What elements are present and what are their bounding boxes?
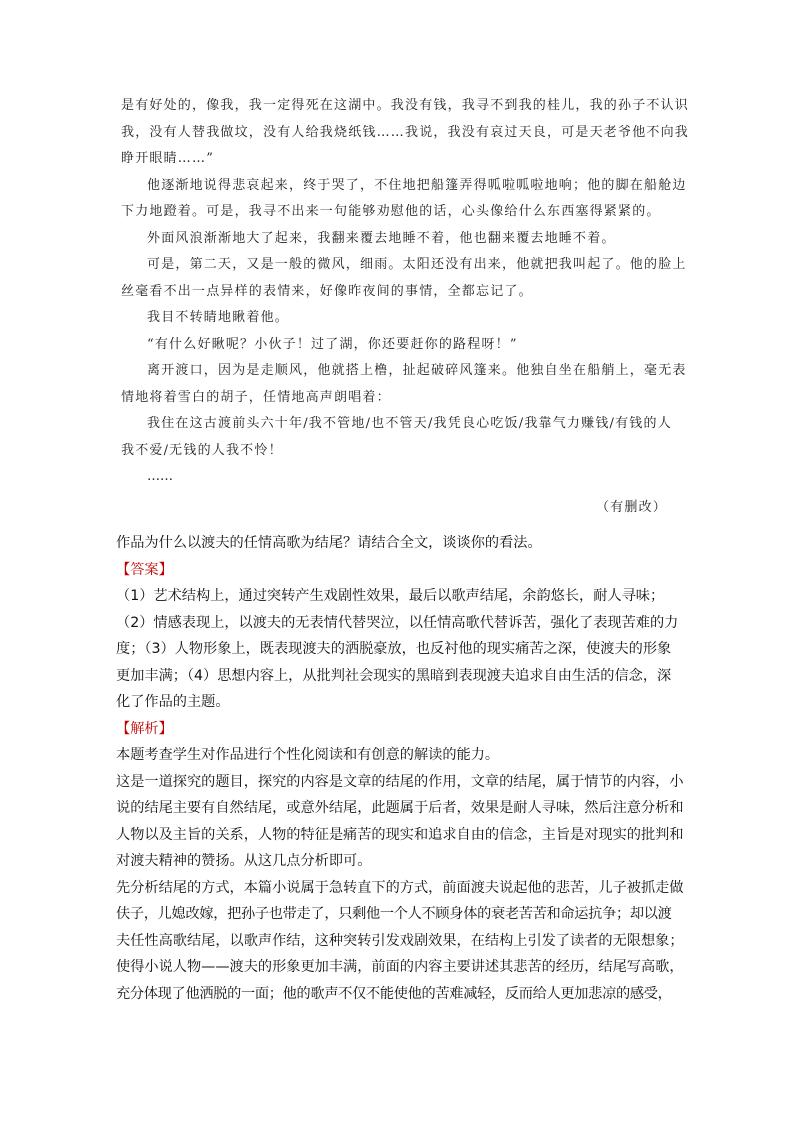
answer-line: 更加丰满；（4）思想内容上，从批判社会现实的黑暗到表现渡夫追求自由生活的信念，深 (116, 667, 672, 684)
passage-line: 可是，第二天，又是一般的微风，细雨。太阳还没有出来，他就把我叫起了。他的脸上 (147, 257, 687, 272)
answer-heading: 【答案】 (116, 561, 173, 578)
passage-ellipsis: …… (147, 469, 173, 484)
analysis-heading: 【解析】 (116, 720, 173, 737)
analysis-line: 说的结尾主要有自然结尾，或意外结尾，此题属于后者，效果是耐人寻味，然后注意分析和 (116, 800, 684, 816)
question-text: 作品为什么以渡夫的任情高歌为结尾？请结合全文，谈谈你的看法。 (116, 535, 542, 551)
passage-line: 我目不转睛地瞅着他。 (147, 310, 290, 325)
analysis-line: 本题考查学生对作品进行个性化阅读和有创意的解读的能力。 (116, 747, 500, 763)
source-note: （有删改） (595, 499, 667, 515)
analysis-line: 对渡夫精神的赞扬。从这几点分析即可。 (116, 853, 372, 869)
answer-line: 化了作品的主题。 (116, 694, 230, 710)
analysis-line: 这是一道探究的题目，探究的内容是文章的结尾的作用，文章的结尾，属于情节的内容，小 (116, 773, 684, 790)
passage-line: 丝毫看不出一点异样的表情来，好像昨夜间的事情，全都忘记了。 (121, 283, 533, 299)
analysis-line: 使得小说人物——渡夫的形象更加丰满，前面的内容主要讲述其悲苦的经历，结尾写高歌， (116, 959, 684, 975)
song-lyrics-line: 我不爱/无钱的人我不怜！ (121, 442, 283, 458)
passage-line: “有什么好瞅呢？小伙子！过了湖，你还要赶你的路程呀！” (147, 336, 518, 352)
reading-passage (121, 93, 690, 521)
analysis-line: 夫任性高歌结尾，以歌声作结，这种突转引发戏剧效果，在结构上引发了读者的无限想象； (116, 932, 684, 949)
passage-line: 下力地蹬着。可是，我寻不出来一句能够劝慰他的话，心头像给什么东西塞得紧紧的。 (121, 204, 661, 219)
song-lyrics-line: 我住在这古渡前头六十年/我不管地/也不管天/我凭良心吃饭/我靠气力赚钱/有钱的人 (147, 416, 672, 431)
passage-line: 是有好处的，像我，我一定得死在这湖中。我没有钱，我寻不到我的桂儿，我的孙子不认识 (121, 98, 690, 113)
question-section (116, 530, 688, 1007)
passage-line: 情地将着雪白的胡子，任情地高声朗唱着： (121, 389, 391, 405)
passage-line: 外面风浪渐渐地大了起来，我翻来覆去地睡不着，他也翻来覆去地睡不着。 (147, 230, 616, 246)
analysis-line: 人物以及主旨的关系，人物的特征是痛苦的现实和追求自由的信念，主旨是对现实的批判和 (116, 826, 684, 843)
passage-line: 他逐渐地说得悲哀起来，终于哭了，不住地把船篷弄得呱啦呱啦地响；他的脚在船舱边 (147, 177, 687, 193)
answer-line: 度；（3）人物形象上，既表现渡夫的洒脱豪放，也反衬他的现实痛苦之深，使渡夫的形象 (116, 641, 672, 657)
passage-line: 睁开眼睛……” (121, 151, 215, 166)
answer-line: （1）艺术结构上，通过突转产生戏剧性效果，最后以歌声结尾，余韵悠长，耐人寻味； (116, 588, 665, 604)
analysis-line: 伕子，儿媳改嫁，把孙子也带走了，只剩他一个人不顾身体的衰老苦苦和命运抗争；却以渡 (116, 906, 672, 922)
passage-line: 我，没有人替我做坟，没有人给我烧纸钱……我说，我没有哀过天良，可是天老爷他不向我 (121, 124, 690, 140)
answer-line: （2）情感表现上，以渡夫的无表情代替哭泣，以任情高歌代替诉苦，强化了表现苦难的力 (116, 614, 679, 631)
passage-line: 离开渡口，因为是走顺风，他就搭上橹，扯起破碎风篷来。他独自坐在船艄上，毫无表 (147, 363, 687, 378)
analysis-line: 充分体现了他洒脱的一面；他的歌声不仅不能使他的苦难减轻，反而给人更加悲凉的感受， (116, 985, 672, 1002)
analysis-line: 先分析结尾的方式，本篇小说属于急转直下的方式，前面渡夫说起他的悲苦，儿子被抓走做 (116, 879, 684, 896)
